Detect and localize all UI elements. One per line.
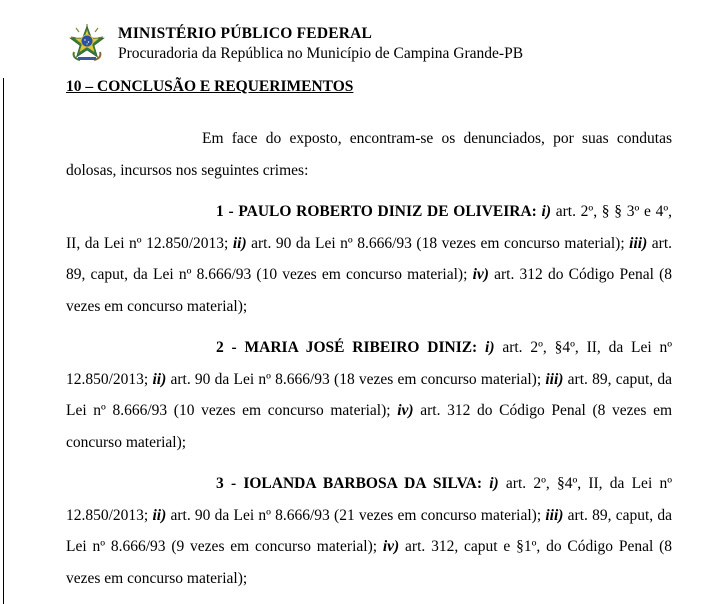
item-text: art. 312, caput e §1º, do Código Penal (8 vezes em concurso material); xyxy=(66,538,672,587)
item-marker: iv) xyxy=(397,402,414,419)
item-text: art. 2º, §4º, II, da Lei nº 12.850/2013; xyxy=(66,339,673,388)
item-marker: i) xyxy=(489,475,499,492)
item-text: art. 312 do Código Penal (8 vezes em concurso material); xyxy=(66,266,673,315)
item-text: art. 2º, § § 3º e 4º, II, da Lei nº 12.850/2013; xyxy=(66,203,673,252)
item-marker: ii) xyxy=(152,370,167,388)
defendant-paragraph-3 xyxy=(66,468,672,594)
item-marker: i) xyxy=(541,203,552,220)
item-marker: iv) xyxy=(472,266,489,283)
item-marker: iii) xyxy=(545,506,564,524)
defendant-paragraph-2 xyxy=(66,332,672,458)
item-text: art. 89, caput, da Lei nº 8.666/93 (10 vezes em concurso material); xyxy=(66,234,672,283)
letterhead-text xyxy=(118,24,523,63)
item-marker: iv) xyxy=(382,538,400,555)
organization-name: MINISTÉRIO PÚBLICO FEDERAL xyxy=(118,25,373,42)
defendant-paragraph-1 xyxy=(66,196,672,322)
item-text: art. 90 da Lei nº 8.666/93 (18 vezes em concurso material); xyxy=(246,234,630,252)
item-text: art. 2º, §4º, II, da Lei nº 12.850/2013; xyxy=(66,475,673,524)
item-text: art. 89, caput, da Lei nº 8.666/93 (10 vezes em concurso material); xyxy=(66,370,672,419)
unit-name: Procuradoria da República no Município de Campina Grande-PB xyxy=(118,45,524,62)
item-marker: i) xyxy=(485,339,495,356)
item-marker: iii) xyxy=(629,234,648,252)
intro-paragraph: Em face do exposto, encontram-se os denunciados, por suas condutas dolosas, incursos nos seguintes crimes: xyxy=(66,130,672,179)
defendant-name: 1 - PAULO ROBERTO DINIZ DE OLIVEIRA: xyxy=(216,203,537,220)
defendant-name: 2 - MARIA JOSÉ RIBEIRO DINIZ: xyxy=(216,339,478,356)
item-text: art. 89, caput, da Lei nº 8.666/93 (9 vezes em concurso material); xyxy=(66,506,672,555)
item-text: art. 312 do Código Penal (8 vezes em concurso material); xyxy=(66,402,673,451)
item-text: art. 90 da Lei nº 8.666/93 (21 vezes em concurso material); xyxy=(166,506,546,524)
item-marker: iii) xyxy=(545,370,564,388)
section-title: 10 – CONCLUSÃO E REQUERIMENTOS xyxy=(66,78,354,95)
page-left-border xyxy=(3,78,4,604)
document-body xyxy=(66,123,672,594)
defendant-name: 3 - IOLANDA BARBOSA DA SILVA: xyxy=(216,475,483,492)
item-marker: ii) xyxy=(152,506,167,524)
item-marker: ii) xyxy=(232,234,247,252)
item-text: art. 90 da Lei nº 8.666/93 (18 vezes em concurso material); xyxy=(166,370,546,388)
brazil-coat-of-arms-icon xyxy=(68,22,106,62)
